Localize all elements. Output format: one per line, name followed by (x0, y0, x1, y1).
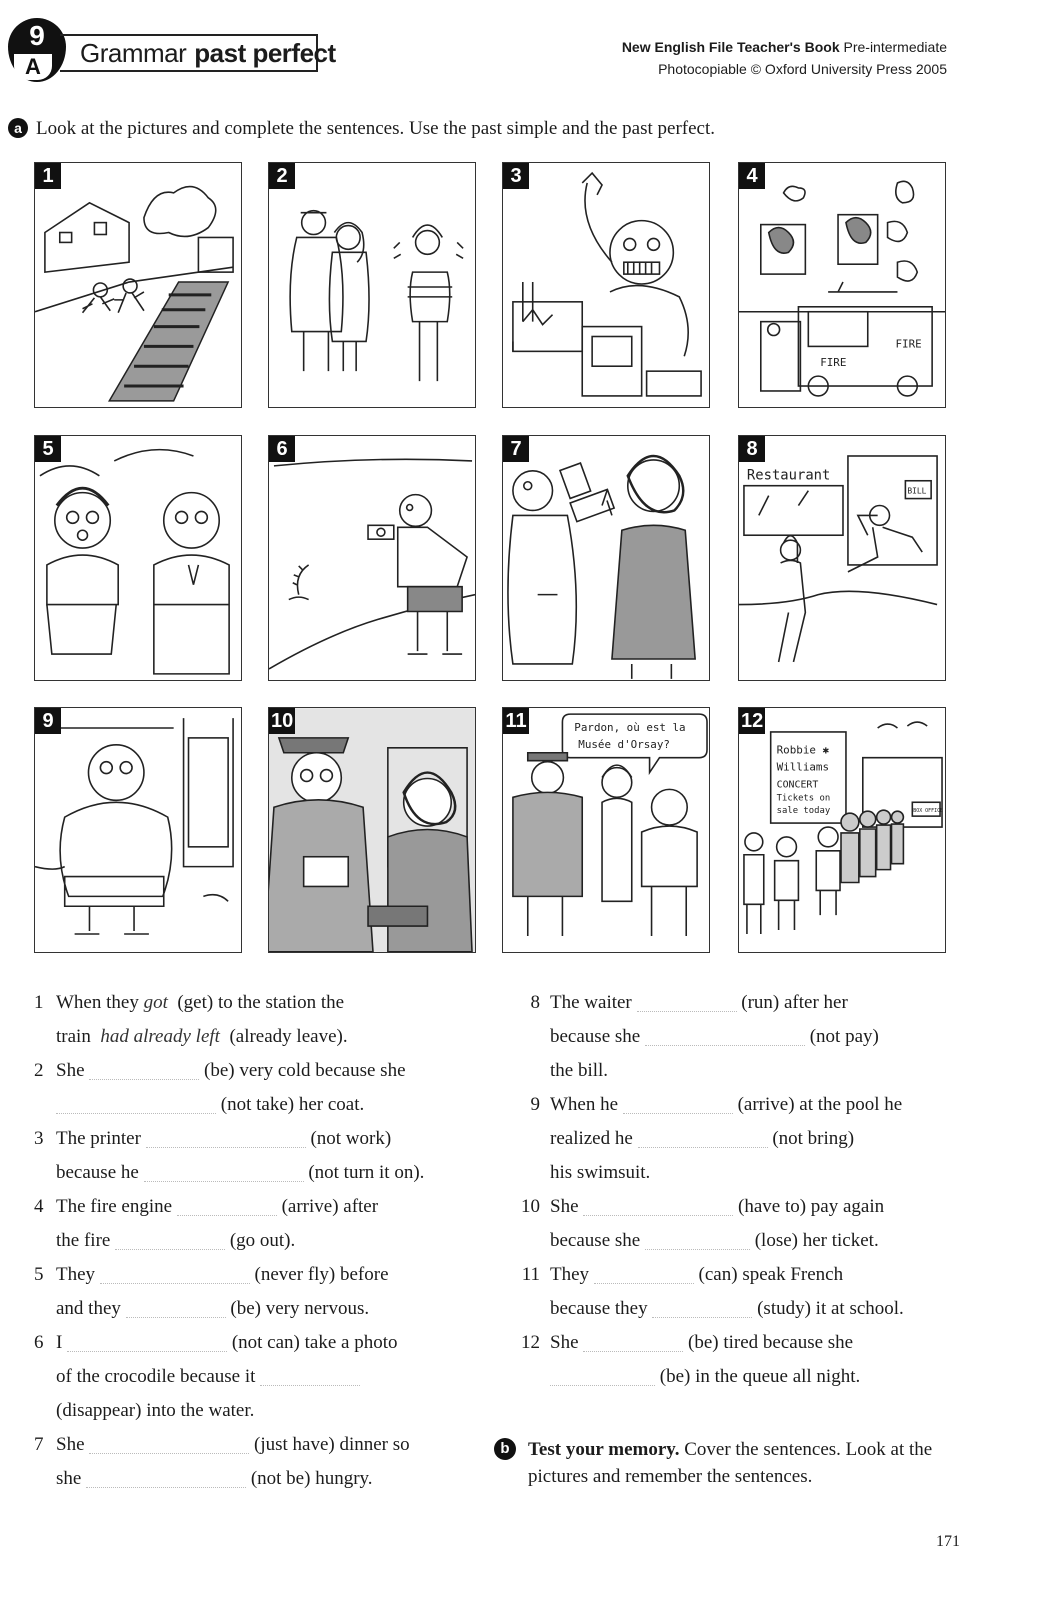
sentence-text: (run) after her (741, 992, 848, 1013)
tourists-french-illustration (503, 708, 709, 952)
answer-gap[interactable] (637, 989, 737, 1012)
sentence-text: train (56, 1026, 91, 1047)
instruction-text: Look at the pictures and complete the sentences. Use the past simple and the past perfect. (36, 118, 716, 139)
speech-bubble-line-2: Musée d'Orsay? (578, 737, 670, 751)
sentence-text: (go out). (229, 1230, 296, 1251)
page-title (60, 34, 336, 72)
picture-number: 5 (35, 436, 61, 462)
ticket-inspector-illustration (269, 708, 475, 952)
station-illustration (35, 163, 241, 407)
unit-letter: A (14, 54, 52, 80)
sentence-text: The fire engine (56, 1196, 173, 1217)
book-title: New English File Teacher's Book (621, 39, 840, 55)
sentence-text: (be) very cold because she (204, 1060, 406, 1081)
answer-gap[interactable] (56, 1091, 216, 1114)
sentence-8 (514, 986, 974, 1088)
truck-label-side: FIRE (895, 337, 922, 351)
copyright: Photocopiable © Oxford University Press 2005 (658, 61, 947, 77)
sentence-number: 3 (34, 1128, 44, 1149)
picture-7 (502, 435, 710, 681)
sentence-number: 11 (521, 1264, 540, 1285)
sentence-text: (not be) hungry. (250, 1468, 373, 1489)
sentence-text: because she (550, 1230, 641, 1251)
picture-number: 4 (739, 163, 765, 189)
fire-engine-illustration (739, 163, 945, 407)
book-level: Pre-intermediate (843, 39, 947, 55)
sentence-text: of the crocodile because it (56, 1366, 256, 1387)
sentence-number: 5 (34, 1264, 44, 1285)
picture-number: 8 (739, 436, 765, 462)
picture-5 (34, 435, 242, 681)
part-b-instruction (494, 1436, 974, 1490)
broken-printer-illustration (503, 163, 709, 407)
sentence-number: 4 (34, 1196, 44, 1217)
unit-number: 9 (29, 20, 45, 51)
picture-3 (502, 162, 710, 408)
picture-10 (268, 707, 476, 953)
book-info (622, 36, 947, 80)
picture-number: 12 (741, 710, 764, 732)
answer-gap[interactable] (67, 1329, 227, 1352)
sentence-4 (34, 1190, 494, 1258)
concert-poster-line-3: CONCERT (776, 779, 819, 791)
concert-poster-line-2: Williams (776, 760, 830, 774)
example-answer: had already left (100, 1026, 220, 1047)
sentence-text: (disappear) into the water. (56, 1400, 255, 1421)
dinner-couple-illustration (503, 436, 709, 680)
sentence-text: (be) tired because she (688, 1332, 854, 1353)
sentence-text: She (550, 1196, 579, 1217)
answer-gap[interactable] (89, 1431, 249, 1454)
sentence-text: I (56, 1332, 63, 1353)
answer-gap[interactable] (645, 1227, 750, 1250)
answer-gap[interactable] (177, 1193, 277, 1216)
sentence-text: (lose) her ticket. (754, 1230, 879, 1251)
picture-number: 10 (271, 710, 294, 732)
sentences-left-column (34, 986, 494, 1496)
sentence-text: (never fly) before (254, 1264, 389, 1285)
answer-gap[interactable] (550, 1363, 655, 1386)
box-office-sign: BOX OFFICE (913, 808, 944, 815)
sentence-text: his swimsuit. (550, 1162, 651, 1183)
sentence-text: (not turn it on). (308, 1162, 425, 1183)
picture-12 (738, 707, 946, 953)
sentence-12 (514, 1326, 974, 1394)
sentence-text: she (56, 1468, 82, 1489)
sentence-text: (be) in the queue all night. (659, 1366, 861, 1387)
cold-woman-illustration (269, 163, 475, 407)
picture-11 (502, 707, 710, 953)
sentence-text: (arrive) after (281, 1196, 379, 1217)
sentence-text: (not work) (310, 1128, 392, 1149)
speech-bubble-line-1: Pardon, où est la (574, 720, 686, 734)
answer-gap[interactable] (638, 1125, 768, 1148)
sentence-text: (just have) dinner so (254, 1434, 410, 1455)
sentence-text: the fire (56, 1230, 111, 1251)
picture-4 (738, 162, 946, 408)
answer-gap[interactable] (645, 1023, 805, 1046)
sentence-11 (514, 1258, 974, 1326)
concert-poster-line-4: Tickets on (776, 793, 831, 804)
sentence-text: (can) speak French (698, 1264, 844, 1285)
answer-gap[interactable] (144, 1159, 304, 1182)
sentence-text: (not take) her coat. (220, 1094, 365, 1115)
sentence-text: The waiter (550, 992, 632, 1013)
concert-poster-line-5: sale today (776, 806, 831, 817)
concert-poster-line-1: Robbie ✱ (776, 743, 830, 757)
sentence-text: (already leave). (229, 1026, 348, 1047)
answer-gap[interactable] (623, 1091, 733, 1114)
sentence-9 (514, 1088, 974, 1190)
sentence-text: She (550, 1332, 579, 1353)
title-topic: past perfect (194, 38, 336, 68)
concert-queue-illustration (739, 708, 945, 952)
answer-gap[interactable] (86, 1465, 246, 1488)
sentence-text: because he (56, 1162, 139, 1183)
answer-gap[interactable] (260, 1363, 360, 1386)
sentence-text: (not bring) (772, 1128, 855, 1149)
sentence-number: 9 (530, 1094, 540, 1115)
sentence-number: 8 (530, 992, 540, 1013)
picture-number: 7 (503, 436, 529, 462)
title-grammar: Grammar (80, 38, 187, 68)
sentence-number: 2 (34, 1060, 44, 1081)
sentence-text: (arrive) at the pool he (737, 1094, 903, 1115)
bill-label: BILL (907, 486, 927, 496)
sentence-2 (34, 1054, 494, 1122)
restaurant-sign: Restaurant (746, 467, 831, 484)
answer-gap[interactable] (583, 1193, 733, 1216)
answer-gap[interactable] (146, 1125, 306, 1148)
sentence-3 (34, 1122, 494, 1190)
truck-label-front: FIRE (820, 356, 847, 370)
answer-gap[interactable] (100, 1261, 250, 1284)
sentence-text: (have to) pay again (738, 1196, 885, 1217)
sentence-text: They (56, 1264, 96, 1285)
picture-number: 2 (269, 163, 295, 189)
crocodile-photo-illustration (269, 436, 475, 680)
sentences-right-column (514, 986, 974, 1394)
unit-badge (8, 18, 66, 82)
sentence-number: 1 (34, 992, 44, 1013)
pool-man-illustration (35, 708, 241, 952)
sentence-text: (get) to the station the (177, 992, 345, 1013)
example-answer: got (143, 992, 168, 1013)
sentence-10 (514, 1190, 974, 1258)
picture-2 (268, 162, 476, 408)
sentence-text: (be) very nervous. (230, 1298, 370, 1319)
picture-number: 11 (503, 708, 529, 734)
part-b-text: Cover the sentences. Look at the pictures and remember the sentences. (528, 1439, 933, 1487)
sentence-text: realized he (550, 1128, 633, 1149)
picture-number: 3 (503, 163, 529, 189)
sentence-text: She (56, 1060, 85, 1081)
sentence-text: The printer (56, 1128, 141, 1149)
sentence-text: They (550, 1264, 590, 1285)
part-a-marker: a (8, 118, 28, 138)
sentence-7 (34, 1428, 494, 1496)
nervous-couple-illustration (35, 436, 241, 680)
answer-gap[interactable] (652, 1295, 752, 1318)
answer-gap[interactable] (115, 1227, 225, 1250)
answer-gap[interactable] (583, 1329, 683, 1352)
picture-1 (34, 162, 242, 408)
sentence-number: 12 (521, 1332, 540, 1353)
sentence-text: She (56, 1434, 85, 1455)
picture-number: 9 (35, 708, 61, 734)
restaurant-waiter-illustration (739, 436, 945, 680)
sentence-5 (34, 1258, 494, 1326)
picture-number: 1 (35, 163, 61, 189)
sentence-number: 10 (521, 1196, 540, 1217)
sentence-text: (not pay) (809, 1026, 879, 1047)
sentence-text: because they (550, 1298, 648, 1319)
sentence-text: and they (56, 1298, 121, 1319)
sentence-number: 6 (34, 1332, 44, 1353)
sentence-text: When they (56, 992, 139, 1013)
sentence-text: (not can) take a photo (231, 1332, 398, 1353)
sentence-text: When he (550, 1094, 619, 1115)
answer-gap[interactable] (126, 1295, 226, 1318)
page-number: 171 (936, 1533, 960, 1550)
picture-8 (738, 435, 946, 681)
sentence-text: the bill. (550, 1060, 609, 1081)
sentence-1 (34, 986, 494, 1054)
sentence-number: 7 (34, 1434, 44, 1455)
picture-9 (34, 707, 242, 953)
answer-gap[interactable] (594, 1261, 694, 1284)
answer-gap[interactable] (89, 1057, 199, 1080)
sentence-text: because she (550, 1026, 641, 1047)
sentence-6 (34, 1326, 494, 1428)
sentence-text: (study) it at school. (757, 1298, 904, 1319)
part-a-instruction (8, 118, 715, 140)
part-b-title: Test your memory. (528, 1439, 680, 1460)
part-b-marker: b (494, 1438, 516, 1460)
picture-number: 6 (269, 436, 295, 462)
picture-6 (268, 435, 476, 681)
